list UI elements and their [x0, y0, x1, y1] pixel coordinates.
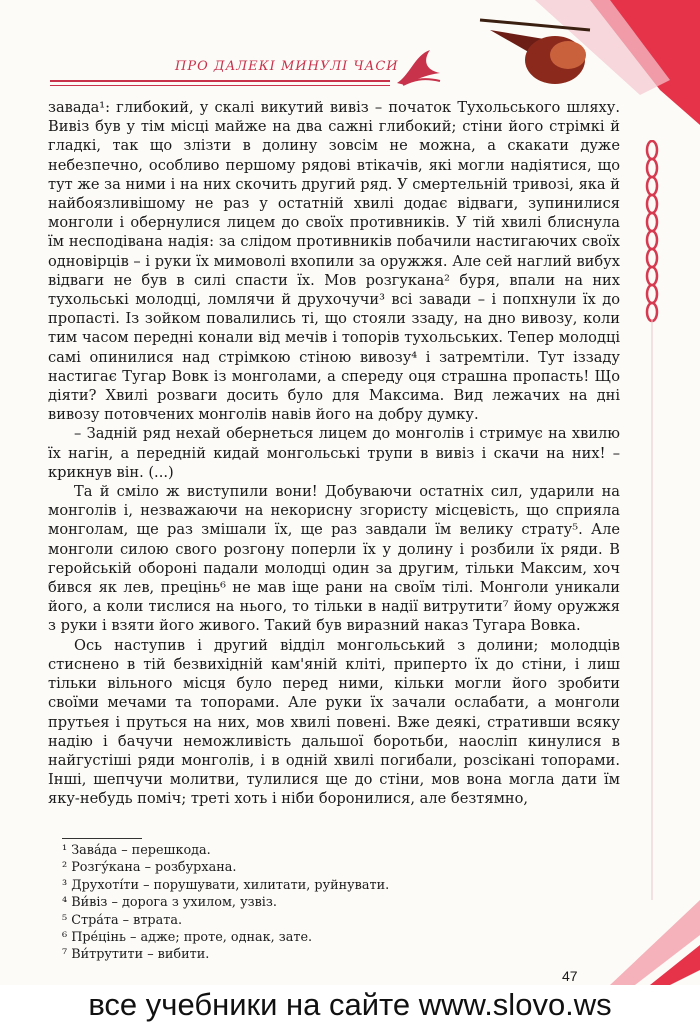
- ornament-icon: [395, 45, 445, 90]
- paragraph: Та й сміло ж виступили вони! Добуваючи остатніх сил, ударили на монголів і, незважаючи на некорисну згористу місцевість, що сприяла монголам, ще раз змішали їх, ще раз завдали їм велику страту⁵. Але монголи силою свого розгону поперли їх у долину і розбили їх ряди. В геройській обороні падали молодці один за другим, тільки Максим, хоч бився як лев, прецінь⁶ не мав іще рани на своїм тілі. Монголи уникали його, а коли тислися на нього, то тільки в надії витрутити⁷ йому оружжя з руки і взяти його живого. Такий був виразний наказ Тугара Вовка.: [48, 483, 620, 635]
- footnote: ⁷ Ви́трутити – вибити.: [62, 947, 210, 963]
- chain-border-decoration: [640, 140, 664, 900]
- header-rule-thin: [50, 85, 390, 86]
- story-text: [48, 98, 620, 809]
- paragraph: завада¹: глибокий, у скалі викутий вивіз – початок Тухольського шляху. Вивіз був у тім місці майже на два сажні глибокий; стіни його стрімкі й гладкі, так що злізти в долину зовсім не можна, а скакати дуже небезпечно, особливо першому рядові втікачів, які могли надіятися, що тут же за ними і на них скочить другий ряд. У смертельній тривозі, яка й найбоязливішому не раз у остатній хвилі додає відваги, зупинилися монголи і обернулися лицем до своїх противників. У тій хвилі блиснула їм несподівана надія: за слідом противників побачили настигаючих своїх одновірців – і руки їх мимоволі вхопили за оружжя. Але сей наглий вибух відваги не був в силі спасти їх. Мов розгукана² буря, впали на них тухольські молодці, ломлячи й друхочучи³ всі завади – і попхнули їх до пропасті. Із зойком повалились ті, що стояли ззаду, на дно вивозу, коли тим часом передні конали від мечів і топорів тухольських. Тепер молодці самі опинилися над стрімкою стіною вивозу⁴ і затремтіли. Тут іззаду настигає Тугар Вовк із монголами, а спереду оця страшна пропасть! Що діяти? Хвилі розваги досить було для Максима. Вид лежачих на дні вивозу потовчених монголів навів його на добру думку.: [48, 99, 620, 424]
- header-rule: [50, 80, 390, 82]
- footnote: ⁵ Стра́та – втрата.: [62, 912, 183, 928]
- paragraph: – Задній ряд нехай обернеться лицем до монголів і стримує на хвилю їх нагін, а передній кидай монгольські трупи в вивіз і скачи на них! – крикнув він. (...): [48, 425, 620, 481]
- page-title: ПРО ДАЛЕКІ МИНУЛІ ЧАСИ: [175, 59, 399, 74]
- paragraph: Ось наступив і другий відділ монгольський з долини; молодців стиснено в тій безвихідній кам'яній кліті, приперто їх до стіни, і лиш тільки вільного місця було перед ними, кільки могли його зробити своїми мечами та топорами. Але руки їх зачали ослабати, а монголи прутьея і пруться на них, мов хвилі повені. Вже деякі, стративши всяку надію і бачучи неможливість дальшої боротьби, наосліп кинулися в найгустіші ряди монголів, і в одній хвилі погибали, розсікані топорами. Інші, шепчучи молитви, тулилися ще до стіни, мов вона могла дати їм яку-небудь поміч; треті хоть і ніби боронилися, але безтямно,: [48, 636, 620, 808]
- footnote-separator: [62, 838, 142, 839]
- corner-stripe-decoration: [590, 900, 700, 990]
- footnote: ⁴ Ви́віз – дорога з ухилом, узвіз.: [62, 895, 277, 911]
- footnote: ⁶ Пре́цінь – адже; проте, однак, зате.: [62, 930, 313, 946]
- footnote: ³ Друхоті́ти – порушувати, хилитати, руйнувати.: [62, 877, 390, 893]
- site-watermark: все учебники на сайте www.slovo.ws: [0, 985, 700, 1024]
- page-number: 47: [562, 968, 578, 984]
- footnotes: [62, 842, 389, 964]
- page-header: [0, 0, 700, 95]
- footnote: ² Розгу́кана – розбурхана.: [62, 860, 237, 876]
- footnote: ¹ Зава́да – перешкода.: [62, 843, 211, 858]
